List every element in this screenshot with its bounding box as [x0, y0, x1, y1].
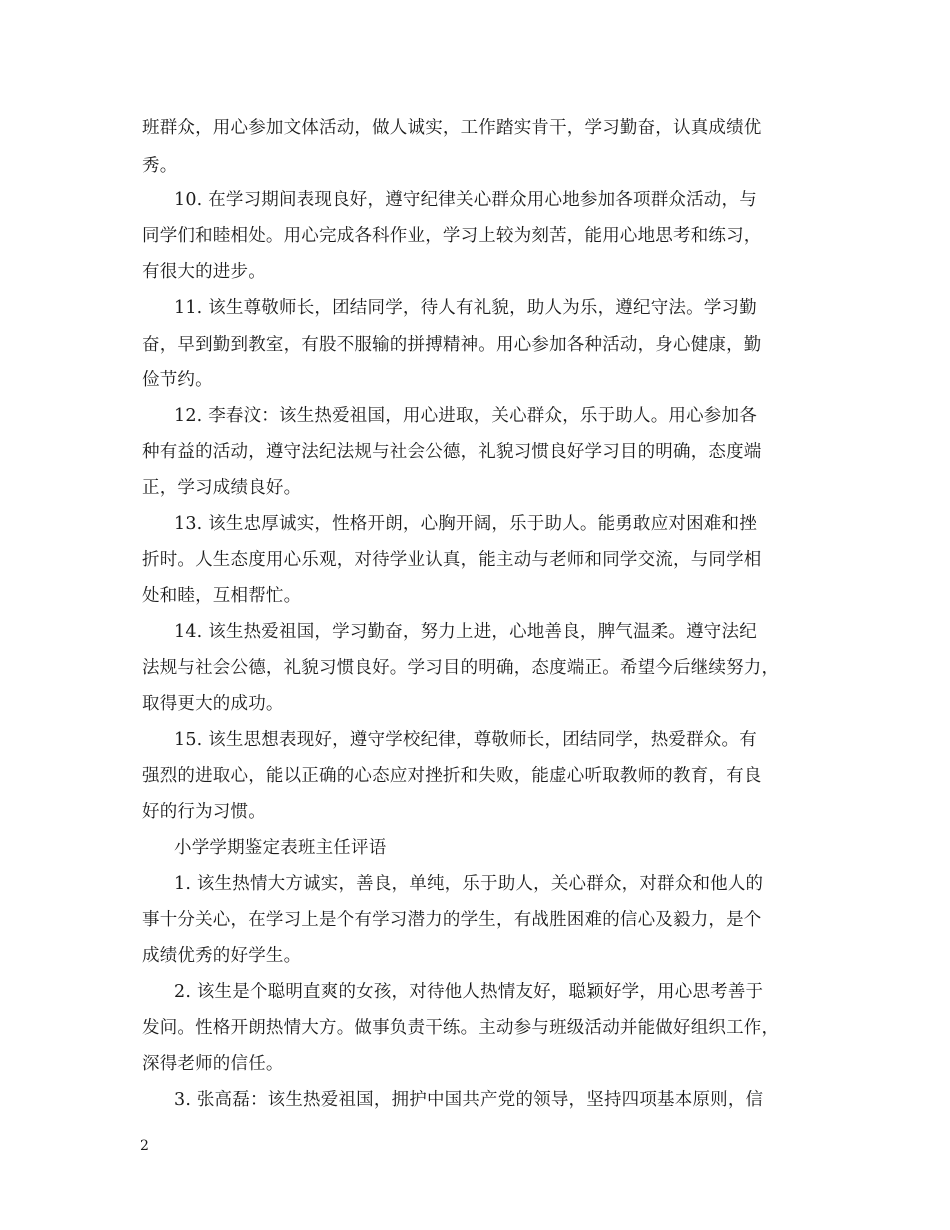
- text-line: 事十分关心，在学习上是个有学习潜力的学生，有战胜困难的信心及毅力，是个: [142, 910, 762, 930]
- text-line: 班群众，用心参加文体活动，做人诚实，工作踏实肯干，学习勤奋，认真成绩优: [142, 118, 762, 138]
- text-line: 秀。: [142, 156, 178, 176]
- text-line: 深得老师的信任。: [142, 1054, 284, 1074]
- page-number: 2: [140, 1138, 149, 1154]
- text-line: 好的行为习惯。: [142, 802, 266, 822]
- paragraph-11-line: 11. 该生尊敬师长，团结同学，待人有礼貌，助人为乐，遵纪守法。学习勤: [174, 298, 757, 318]
- text-line: 俭节约。: [142, 370, 213, 390]
- paragraph-12-line: 12. 李春汶：该生热爱祖国，用心进取，关心群众，乐于助人。用心参加各: [174, 406, 757, 426]
- text-line: 强烈的进取心，能以正确的心态应对挫折和失败，能虚心听取教师的教育，有良: [142, 766, 762, 786]
- text-line: 奋，早到勤到教室，有股不服输的拼搏精神。用心参加各种活动，身心健康，勤: [142, 335, 762, 355]
- text-line: 正，学习成绩良好。: [142, 478, 302, 498]
- text-line: 折时。人生态度用心乐观，对待学业认真，能主动与老师和同学交流，与同学相: [142, 550, 762, 570]
- paragraph-1-line: 1. 该生热情大方诚实，善良，单纯，乐于助人，关心群众，对群众和他人的: [174, 874, 764, 894]
- text-line: 法规与社会公德，礼貌习惯良好。学习目的明确，态度端正。希望今后继续努力，: [142, 658, 780, 678]
- paragraph-10-line: 10. 在学习期间表现良好，遵守纪律关心群众用心地参加各项群众活动，与: [174, 190, 757, 210]
- paragraph-2-line: 2. 该生是个聪明直爽的女孩，对待他人热情友好，聪颖好学，用心思考善于: [174, 982, 764, 1002]
- text-line: 同学们和睦相处。用心完成各科作业，学习上较为刻苦，能用心地思考和练习，: [142, 226, 762, 246]
- paragraph-3-line: 3. 张高磊：该生热爱祖国，拥护中国共产党的领导，坚持四项基本原则，信: [174, 1090, 764, 1110]
- text-line: 有很大的进步。: [142, 262, 266, 282]
- text-line: 处和睦，互相帮忙。: [142, 586, 302, 606]
- text-line: 种有益的活动，遵守法纪法规与社会公德，礼貌习惯良好学习目的明确，态度端: [142, 442, 762, 462]
- text-line: 成绩优秀的好学生。: [142, 946, 302, 966]
- paragraph-14-line: 14. 该生热爱祖国，学习勤奋，努力上进，心地善良，脾气温柔。遵守法纪: [174, 622, 757, 642]
- paragraph-15-line: 15. 该生思想表现好，遵守学校纪律，尊敬师长，团结同学，热爱群众。有: [174, 730, 757, 750]
- text-line: 发问。性格开朗热情大方。做事负责干练。主动参与班级活动并能做好组织工作，: [142, 1018, 780, 1038]
- paragraph-13-line: 13. 该生忠厚诚实，性格开朗，心胸开阔，乐于助人。能勇敢应对困难和挫: [174, 514, 757, 534]
- text-line: 取得更大的成功。: [142, 694, 284, 714]
- section-heading: 小学学期鉴定表班主任评语: [174, 838, 387, 858]
